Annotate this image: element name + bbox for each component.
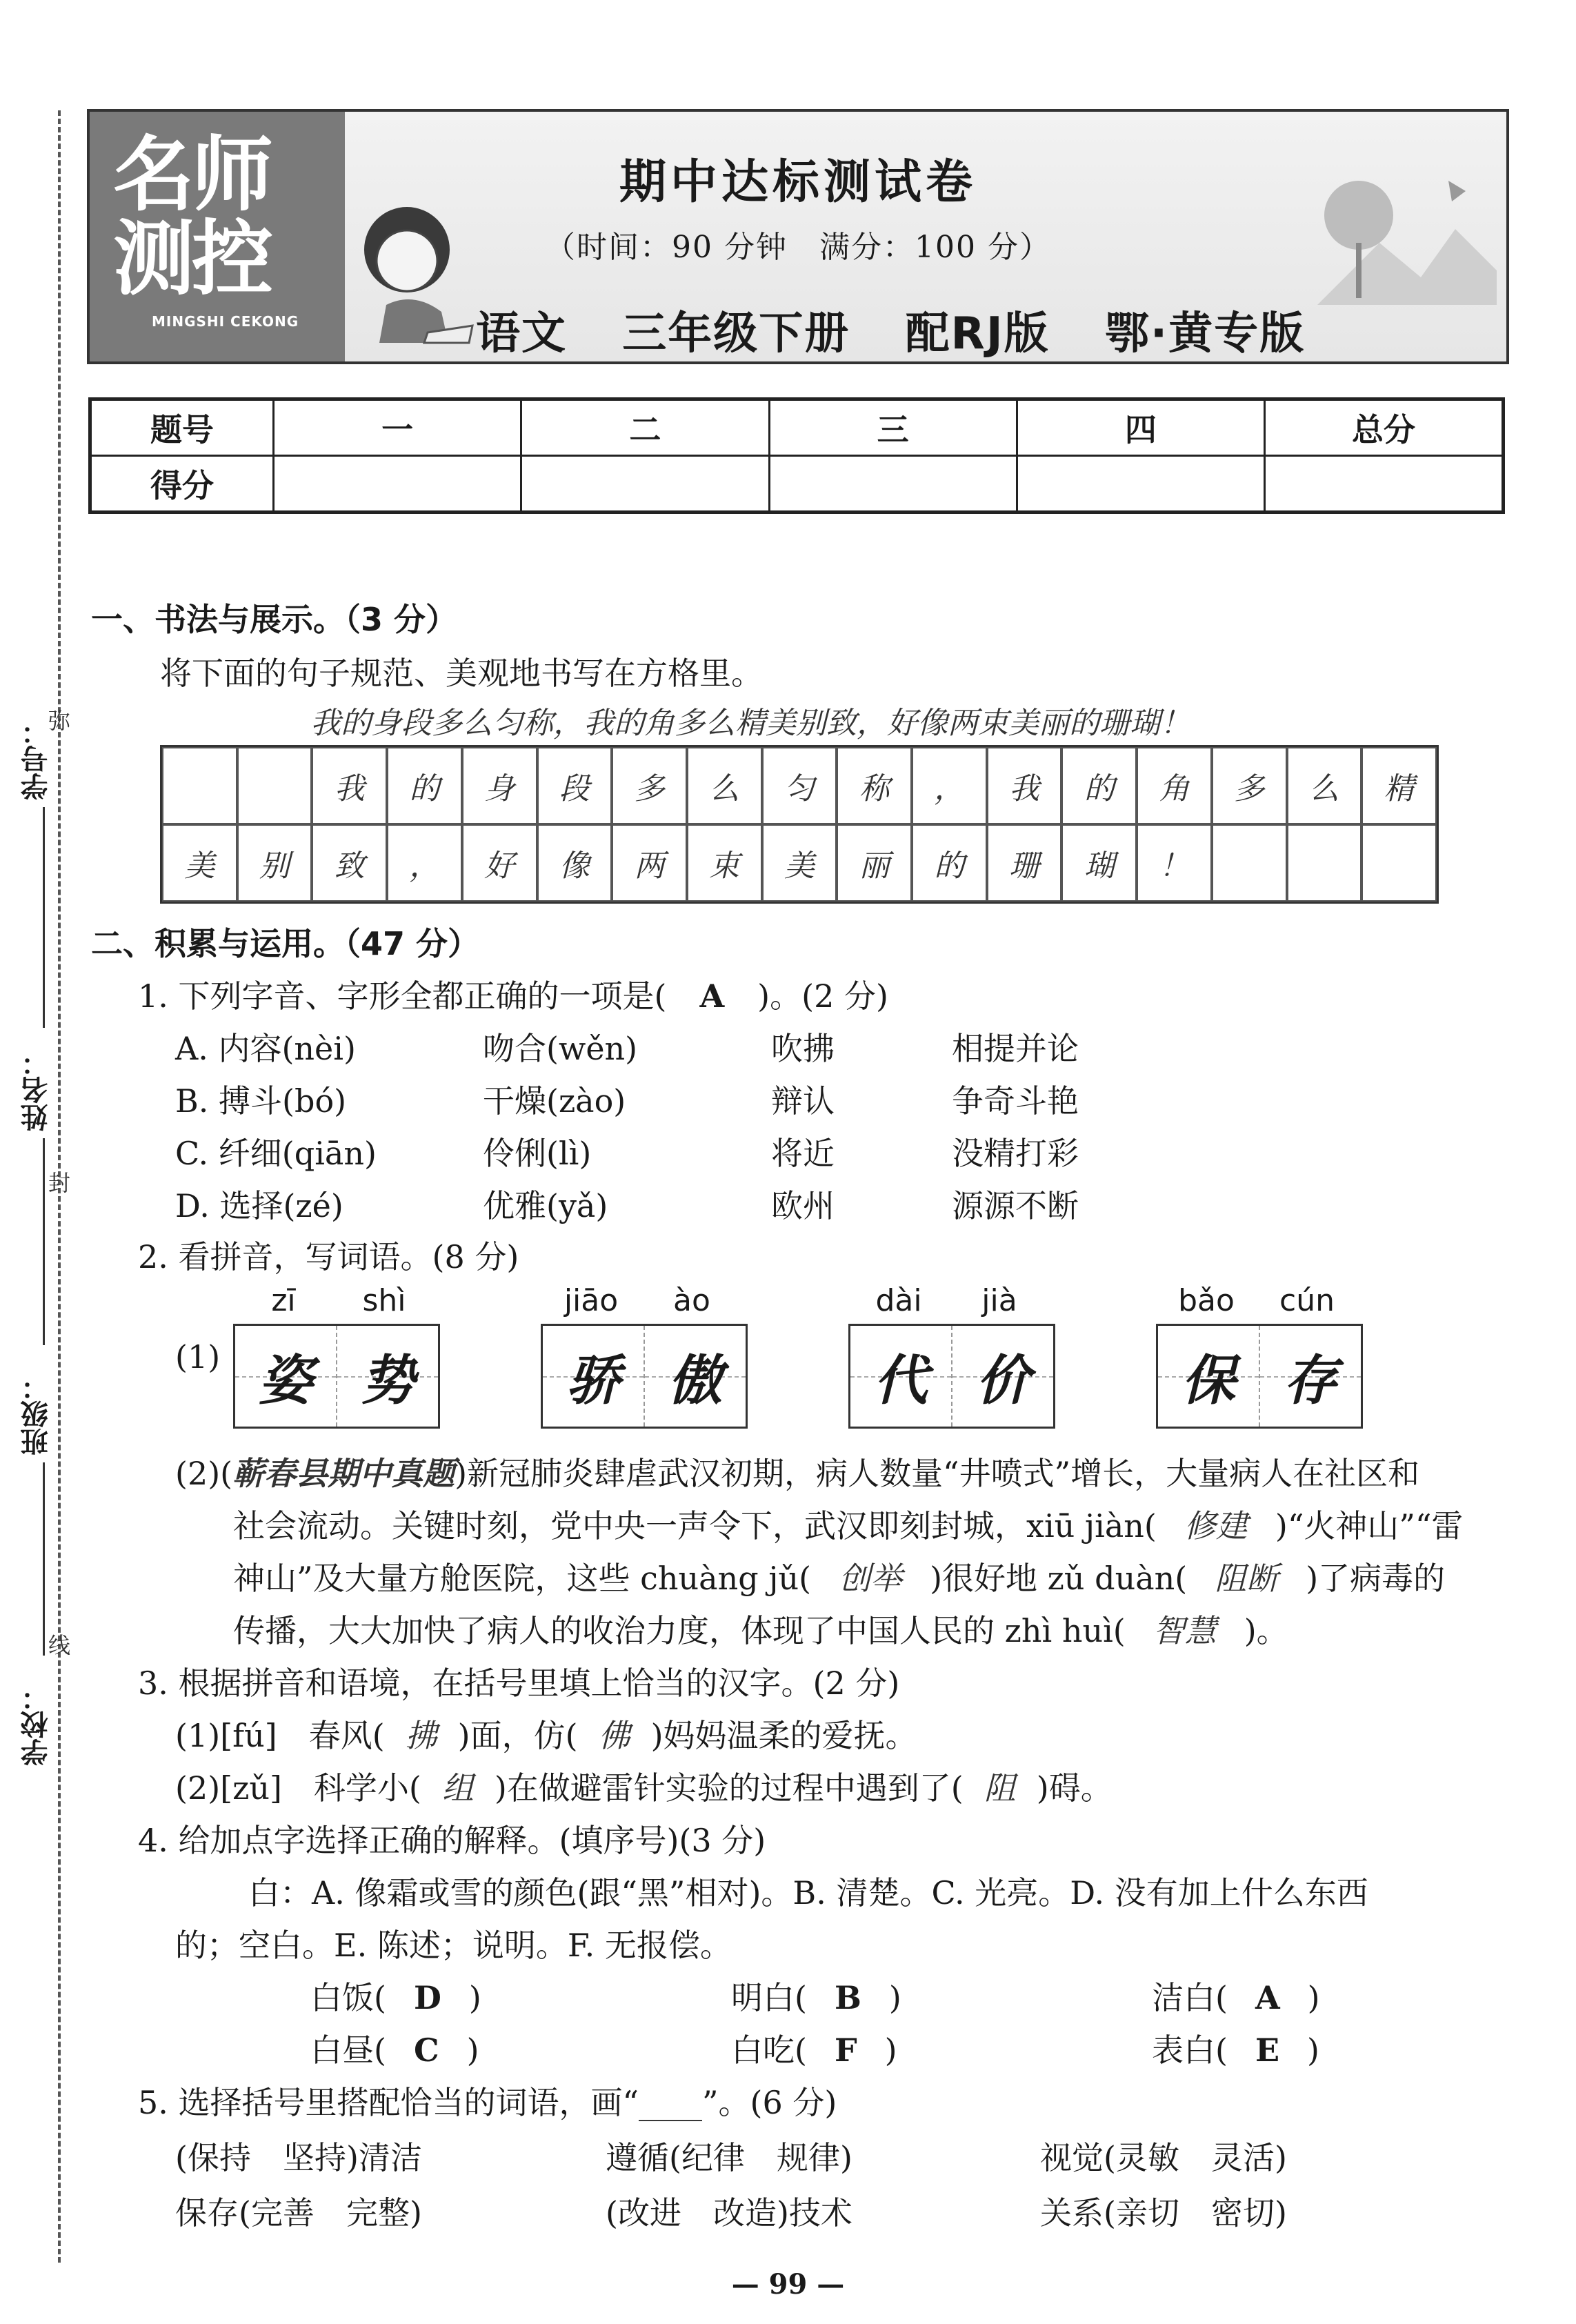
q4-close-paren: ) [468,1979,481,2016]
q1-option[interactable]: B. 搏斗(bó) [175,1082,347,1120]
score-cell[interactable] [274,456,521,513]
q3-stem: 3. 根据拼音和语境，在括号里填上恰当的汉字。(2 分) [138,1665,900,1702]
q1-option-word: 辩认 [771,1082,835,1120]
score-table [88,397,1505,514]
q4-item [1152,2025,1319,2071]
seal-char-feng: 封 [48,1170,71,1196]
q2-part2-line3 [233,1553,1445,1599]
q2-part2-label: (2)( [175,1455,233,1492]
section-1-heading: 一、书法与展示。（3 分） [91,601,458,638]
name-line [43,1138,45,1345]
pinyin-word-group [1156,1283,1363,1429]
pinyin-syllable: zī [271,1283,296,1318]
q4-close-paren: ) [466,2032,479,2069]
score-row-label: 得分 [90,456,274,513]
q1-option-word: 吹拂 [771,1030,835,1067]
q2-text: 社会流动。关键时刻，党中央一声令下，武汉即刻封城，xiū jiàn( [233,1507,1157,1545]
q4-answer[interactable]: C [413,2032,439,2069]
girl-illustration-icon [352,195,476,346]
written-character: 保 [1181,1349,1235,1412]
pinyin-word-group [848,1283,1055,1429]
q4-item [731,1973,901,2018]
q5-option[interactable]: 关系(亲切 密切) [1040,2194,1287,2232]
grid-cell[interactable]: 精 [1361,747,1437,824]
writing-grid[interactable] [160,745,1439,904]
q4-word: 白饭( [310,1979,386,2016]
written-character: 骄 [566,1349,620,1412]
grid-cell[interactable]: 丽 [837,824,912,902]
grid-cell[interactable] [1212,824,1287,902]
q2-source-tag: 蕲春县期中真题 [232,1455,455,1492]
q5-option[interactable]: 保存(完善 完整) [175,2194,422,2232]
q1-option-word: 干燥(zào) [483,1082,626,1120]
logo-subtitle: MINGSHI CEKONG [152,313,299,330]
score-cell[interactable] [521,456,769,513]
character-box[interactable] [1260,1326,1361,1427]
edition-label: 配RJ版 [905,308,1050,359]
q4-item [310,1973,481,2018]
grid-cell[interactable]: 多 [1212,747,1287,824]
q4-word: 白吃( [731,2032,807,2069]
q5-option[interactable]: 视觉(灵敏 灵活) [1040,2139,1287,2176]
grade-label: 三年级下册 [622,308,850,359]
q4-answer[interactable]: B [834,1979,861,2016]
grid-cell[interactable]: 称 [837,747,912,824]
pinyin-syllable: shì [362,1283,406,1318]
grid-cell[interactable]: 美 [762,824,837,902]
written-character: 存 [1283,1349,1337,1412]
q4-answer[interactable]: D [413,1979,441,2016]
q2-part1-label: (1) [175,1338,221,1375]
written-character: 姿 [258,1349,312,1412]
score-table-header-row [90,399,1504,456]
q5-stem: 5. 选择括号里搭配恰当的词语，画“____”。(6 分) [138,2084,837,2121]
q1-option-word: 没精打彩 [952,1135,1079,1172]
score-header-cell: 一 [274,399,521,456]
q2-answer-4[interactable]: 智慧 [1153,1612,1217,1649]
character-box[interactable] [337,1326,438,1427]
score-header-cell: 三 [769,399,1017,456]
grid-cell[interactable]: 的 [912,824,987,902]
q4-definition-1: 白：A. 像霜或雪的颜色(跟“黑”相对)。B. 清楚。C. 光亮。D. 没有加上什么东西 [248,1874,1368,1911]
grid-cell[interactable]: 瑚 [1061,824,1137,902]
q2-answer-1[interactable]: 修建 [1184,1507,1248,1545]
exam-header [87,109,1509,364]
page-number: — 99 — [731,2268,845,2301]
grid-cell[interactable]: ， [912,747,987,824]
pinyin-row [1156,1283,1363,1318]
character-boxes [848,1324,1055,1429]
q2-text: )很好地 zǔ duàn( [930,1560,1188,1597]
character-box[interactable] [645,1326,746,1427]
written-character: 势 [360,1349,415,1412]
pinyin-row [233,1283,440,1318]
pinyin-syllable: dài [875,1283,922,1318]
q1-option-word: 吻合(wěn) [483,1030,638,1067]
grid-cell[interactable]: 段 [537,747,612,824]
grid-cell[interactable] [1361,824,1437,902]
region-label: 鄂·黄专版 [1104,308,1306,359]
grid-cell[interactable]: 美 [162,824,237,902]
q5-option[interactable]: (改进 改造)技术 [606,2194,852,2232]
q2-part2-line2 [233,1501,1463,1547]
score-cell[interactable] [1017,456,1264,513]
q1-option[interactable]: A. 内容(nèi) [175,1030,356,1067]
q4-definition-2: 的；空白。E. 陈述；说明。F. 无报偿。 [175,1927,732,1964]
grid-cell[interactable]: 别 [237,824,312,902]
grid-cell[interactable]: 珊 [987,824,1062,902]
grid-cell[interactable]: 我 [987,747,1062,824]
pinyin-row [541,1283,748,1318]
q3-answer[interactable]: 拂 [405,1717,437,1754]
q4-item [310,2025,479,2071]
q1-option-word: 源源不断 [952,1187,1079,1224]
q2-text: )。 [1244,1612,1288,1649]
q1-option[interactable]: D. 选择(zé) [175,1187,343,1224]
grid-cell[interactable]: 么 [1287,747,1362,824]
q4-item [1152,1973,1320,2018]
section-1-sentence: 我的身段多么匀称，我的角多么精美别致，好像两束美丽的珊瑚！ [310,706,1190,741]
grid-cell[interactable]: 么 [687,747,762,824]
school-label: 学校： [21,1683,52,1766]
subject-label: 语文 [476,308,567,359]
q2-answer-3[interactable]: 阻断 [1215,1560,1279,1597]
q5-option[interactable]: 遵循(纪律 规律) [606,2139,852,2176]
q4-word: 表白( [1152,2032,1228,2069]
q3-text: )碍。 [1036,1769,1113,1807]
student-id-line [43,807,45,1028]
q2-part2-text: )新冠肺炎肆虐武汉初期，病人数量“井喷式”增长，大量病人在社区和 [455,1455,1420,1492]
section-2-heading: 二、积累与运用。（47 分） [91,925,480,962]
character-box[interactable] [952,1326,1053,1427]
q2-stem: 2. 看拼音，写词语。(8 分) [138,1238,519,1275]
score-cell[interactable] [1265,456,1504,513]
q2-text: )“火神山”“雷 [1275,1507,1464,1545]
q3-line1 [175,1711,917,1756]
score-cell[interactable] [769,456,1017,513]
q5-option[interactable]: (保持 坚持)清洁 [175,2139,422,2176]
written-character: 傲 [668,1349,722,1412]
character-box[interactable] [543,1326,645,1427]
q4-word: 洁白( [1152,1979,1228,2016]
name-label: 姓名： [21,1049,52,1131]
seal-char-mi: 弥 [48,708,71,734]
q1-stem [138,971,888,1017]
q1-option-word: 优雅(yǎ) [483,1187,608,1224]
q4-stem: 4. 给加点字选择正确的解释。(填序号)(3 分) [138,1822,766,1859]
q4-close-paren: ) [1307,2032,1319,2069]
q4-close-paren: ) [884,2032,897,2069]
q4-item [731,2025,897,2071]
character-box[interactable] [235,1326,337,1427]
q4-close-paren: ) [1307,1979,1320,2016]
logo-line-2: 测控 [113,211,271,306]
written-character: 价 [975,1349,1030,1412]
grid-cell[interactable]: 的 [387,747,462,824]
grid-cell[interactable] [162,747,237,824]
q3-text: )面，仿( [457,1717,578,1754]
character-box[interactable] [850,1326,952,1427]
q3-answer[interactable]: 佛 [598,1717,630,1754]
q1-option-word: 争奇斗艳 [952,1082,1079,1120]
pinyin-row [848,1283,1055,1318]
edition-banner [476,298,1344,361]
q4-word: 明白( [731,1979,807,2016]
q3-answer[interactable]: 阻 [984,1769,1016,1807]
q1-option-word: 伶俐(lì) [483,1135,592,1172]
q1-option[interactable]: C. 纤细(qiān) [175,1135,377,1172]
grid-cell[interactable]: 两 [612,824,687,902]
grid-cell[interactable]: 致 [312,824,387,902]
q2-text: 传播，大大加快了病人的收治力度，体现了中国人民的 zhì huì( [233,1612,1126,1649]
grid-cell[interactable]: 像 [537,824,612,902]
grid-cell[interactable]: 束 [687,824,762,902]
written-character: 代 [873,1349,928,1412]
q3-text: )在做避雷针实验的过程中遇到了( [494,1769,964,1807]
q3-answer[interactable]: 组 [441,1769,474,1807]
exam-title: 期中达标测试卷 [619,155,977,210]
class-line [43,1462,45,1656]
character-boxes [541,1324,748,1429]
q1-option-word: 相提并论 [952,1030,1079,1067]
pinyin-syllable: bǎo [1178,1283,1235,1318]
grid-cell[interactable] [237,747,312,824]
q1-option-word: 将近 [771,1135,835,1172]
pinyin-word-group [233,1283,440,1429]
grid-cell[interactable]: 身 [462,747,537,824]
character-boxes [1156,1324,1363,1429]
q4-answer[interactable]: F [834,2032,857,2069]
score-header-cell: 四 [1017,399,1264,456]
q3-line2 [175,1763,1113,1809]
score-table-score-row [90,456,1504,513]
score-header-cell: 总分 [1265,399,1504,456]
pinyin-syllable: cún [1279,1283,1335,1318]
section-1-instruction: 将下面的句子规范、美观地书写在方格里。 [160,655,763,692]
logo-line-1: 名师 [113,127,271,222]
q4-close-paren: ) [888,1979,901,2016]
grid-cell[interactable]: 好 [462,824,537,902]
q1-stem-end: )。(2 分) [757,977,888,1015]
grid-cell[interactable]: 角 [1137,747,1212,824]
pinyin-word-group [541,1283,748,1429]
q3-text: (2)[zǔ] 科学小( [175,1769,421,1807]
exam-time-score: （时间：90 分钟 满分：100 分） [545,230,1051,265]
q2-part2-line1 [175,1449,1419,1494]
score-header-cell: 题号 [90,399,274,456]
q1-option-word: 欧州 [771,1187,835,1224]
q4-answer[interactable]: E [1255,2032,1280,2069]
character-box[interactable] [1158,1326,1260,1427]
q2-text: )了病毒的 [1306,1560,1446,1597]
pinyin-syllable: ào [673,1283,710,1318]
pinyin-syllable: jià [981,1283,1017,1318]
q4-word: 白昼( [310,2032,386,2069]
seal-char-xian: 线 [48,1632,71,1658]
q1-stem-text: 1. 下列字音、字形全都正确的一项是( [138,977,667,1015]
q2-part2-line4 [233,1606,1288,1651]
grid-cell[interactable]: 我 [312,747,387,824]
q4-answer[interactable]: A [1255,1979,1280,2016]
q3-text: (1)[fú] 春风( [175,1717,385,1754]
q2-answer-2[interactable]: 创举 [839,1560,903,1597]
q3-text: )妈妈温柔的爱抚。 [650,1717,917,1754]
grid-cell[interactable]: 多 [612,747,687,824]
pinyin-syllable: jiāo [563,1283,619,1318]
grid-cell[interactable]: ， [387,824,462,902]
grid-cell[interactable] [1287,824,1362,902]
q1-answer[interactable]: A [699,977,725,1015]
class-label: 班级： [21,1373,52,1456]
score-header-cell: 二 [521,399,769,456]
grid-cell[interactable]: ！ [1137,824,1212,902]
student-id-label: 学号： [21,717,52,800]
q2-text: 神山”及大量方舱医院，这些 chuàng jǔ( [233,1560,812,1597]
grid-cell[interactable]: 的 [1061,747,1137,824]
character-boxes [233,1324,440,1429]
grid-cell[interactable]: 匀 [762,747,837,824]
